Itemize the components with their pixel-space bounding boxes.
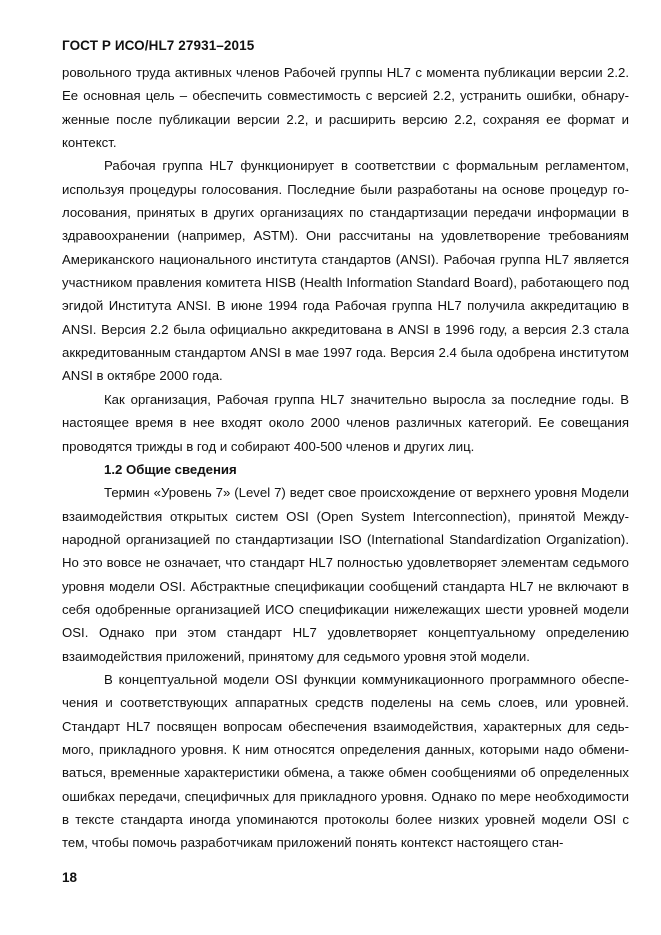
paragraph-continuation: ровольного труда активных членов Рабочей группы HL7 с момента публикации версии 2.2. Ее основная цель – обеспечить совместимость с версией 2.2, устранить ошибки, обнаруженные после публикации версии 2.2, и расширить версию 2.2, сохраняя ее формат и контекст. <box>62 65 629 151</box>
page-number: 18 <box>62 870 78 885</box>
body-text <box>62 61 629 855</box>
paragraph-organization: Как организация, Рабочая группа HL7 значительно выросла за последние годы. В настоящее время в нее входят около 2000 членов различных категорий. Ее совещания проводятся трижды в год и собирают 400-500 членов и других лиц. <box>62 391 629 454</box>
paragraph-working-group: Рабочая группа HL7 функционирует в соответствии с формальным регламентом, используя процедуры голосования. Последние были разработаны на основе процедур голосования, принятых в других организациях по стандартизации передачи информации в здравоохранении (например, ASTM). Они рассчитаны на удовлетворение требованиям Американского национального института стандартов (ANSI). Рабочая группа HL7 является участником правления комитета HISB (Health Information Standard Board), работающего под эгидой Института ANSI. В июне 1994 года Рабочая группа HL7 получила аккредитацию в ANSI. Версия 2.2 была официально аккредитована в ANSI в 1996 году, а версия 2.3 стала аккредитованным стандартом ANSI в мае 1997 года. Версия 2.4 была одобрена институтом ANSI в октябре 2000 года. <box>62 158 629 384</box>
paragraph-osi-model: В концептуальной модели OSI функции коммуникационного программного обеспечения и соответствующих аппаратных средств поделены на семь слоев, или уровней. Стандарт HL7 посвящен вопросам обеспечения взаимодействия, характерных для седьмого, прикладного уровня. К ним относятся определения данных, которыми надо обмениваться, временные характеристики обмена, а также обмен сообщениями об определенных ошибках передачи, специфичных для прикладного уровня. Однако по мере необходимости в тексте стандарта иногда упоминаются протоколы более низких уровней модели OSI с тем, чтобы помочь разработчикам приложений понять контекст настоящего стан- <box>62 671 629 851</box>
standard-header: ГОСТ Р ИСО/HL7 27931–2015 <box>62 38 255 53</box>
paragraph-level7: Термин «Уровень 7» (Level 7) ведет свое происхождение от верхнего уровня Модели взаимодействия открытых систем OSI (Open System Interconnection), принятой Международной организацией по стандартизации ISO (International Standardization Organization). Но это вовсе не означает, что стандарт HL7 полностью удовлетворяет элементам седьмого уровня модели OSI. Абстрактные спецификации сообщений стандарта HL7 не включают в себя одобренные организацией ИСО спецификации нижележащих шести уровней модели OSI. Однако при этом стандарт HL7 удовлетворяет концептуальному определению взаимодействия приложений, принятому для седьмого уровня этой модели. <box>62 485 629 664</box>
section-heading: 1.2 Общие сведения <box>104 461 237 477</box>
